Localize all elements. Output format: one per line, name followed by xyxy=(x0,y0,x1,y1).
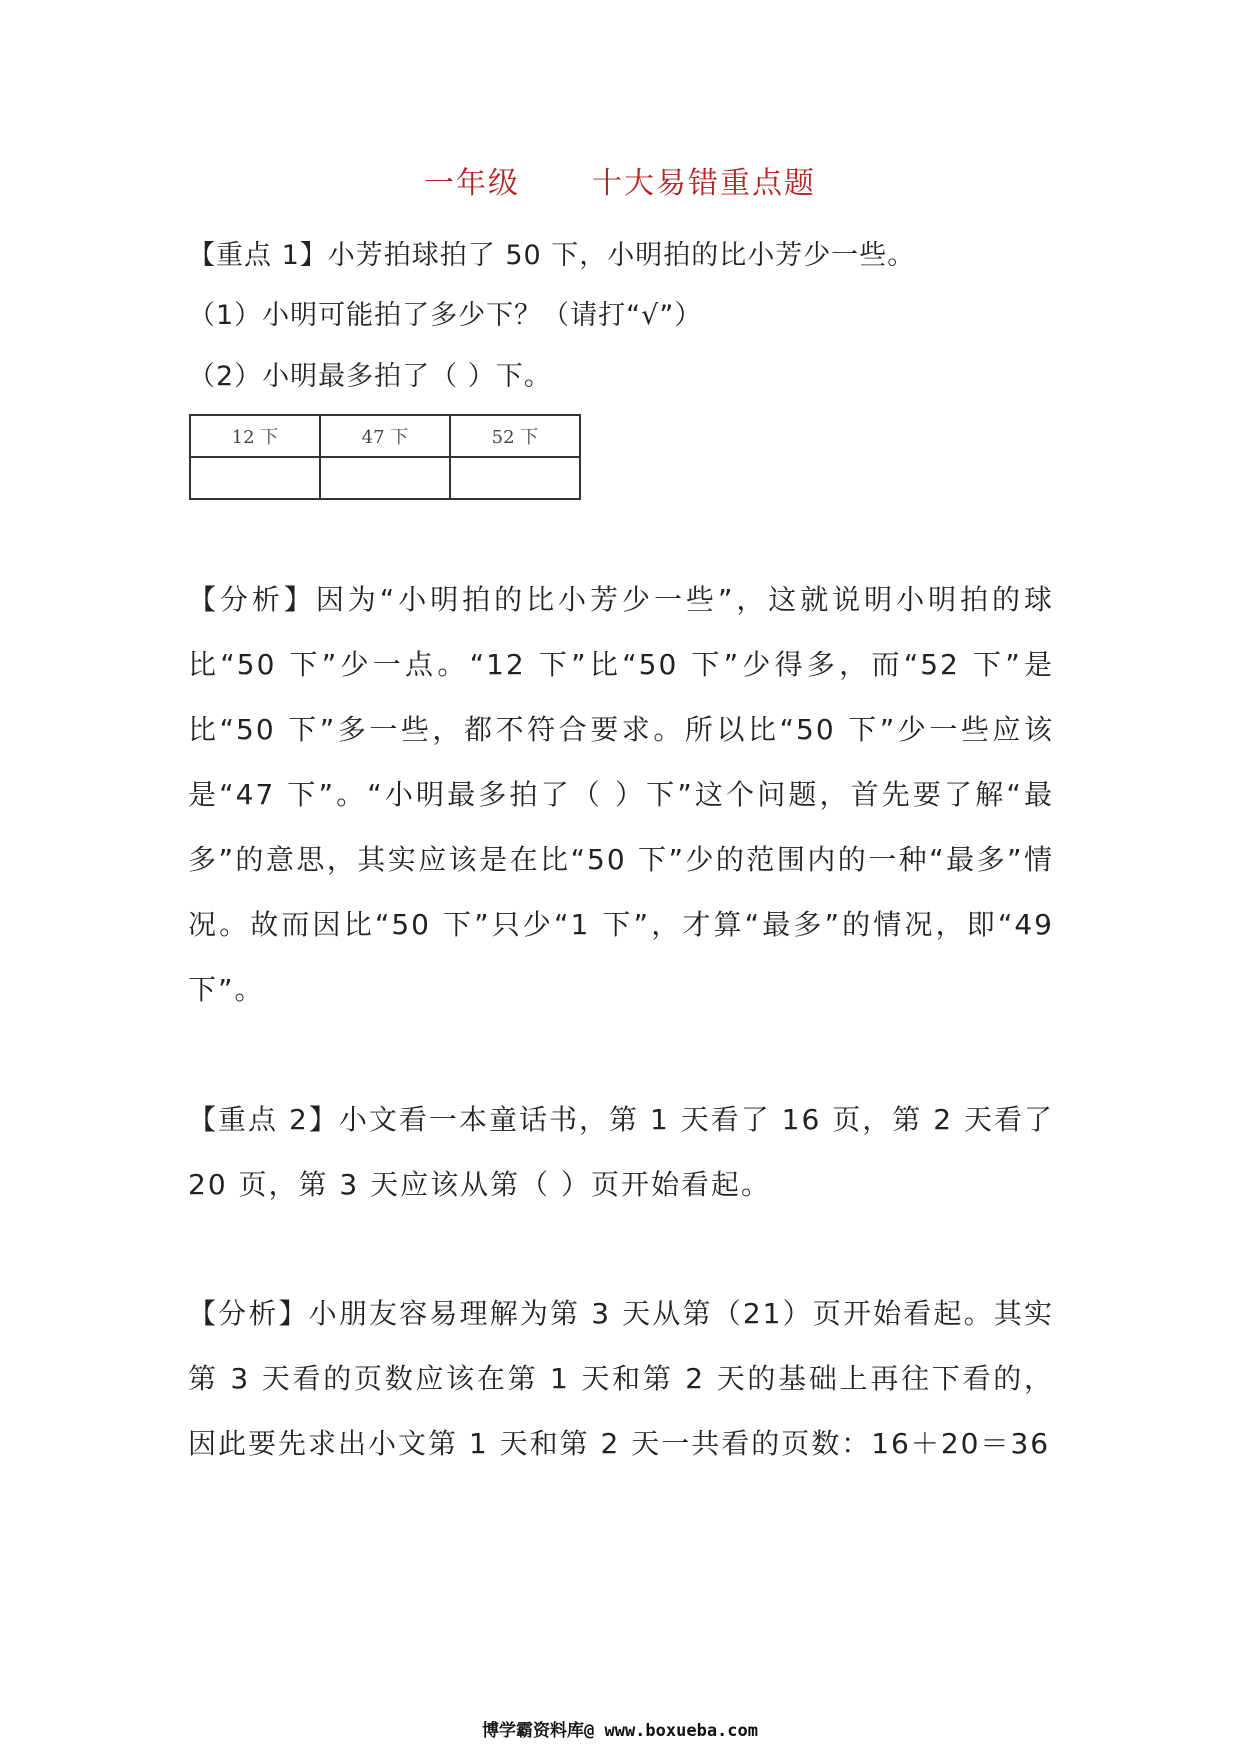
topic-label: 十大易错重点题 xyxy=(592,166,816,201)
answer-table xyxy=(189,414,581,500)
problem2-analysis: 【分析】小朋友容易理解为第 3 天从第（21）页开始看起。其实第 3 天看的页数应该在第 1 天和第 2 天的基础上再往下看的，因此要先求出小文第 1 天和第 2 天一共看的页数：16＋20＝36 xyxy=(188,1297,1054,1460)
answer-table-header-row xyxy=(190,415,580,457)
problem1-part2: （2）小明最多拍了（ ）下。 xyxy=(188,361,552,392)
check-cell-12[interactable] xyxy=(190,457,320,499)
answer-table-check-row xyxy=(190,457,580,499)
problem2-question: 【重点 2】小文看一本童话书，第 1 天看了 16 页，第 2 天看了 20 页，第 3 天应该从第（ ）页开始看起。 xyxy=(188,1103,1054,1201)
page-title xyxy=(0,158,1240,202)
check-cell-52[interactable] xyxy=(450,457,580,499)
problem1-part1: （1）小明可能拍了多少下？（请打“√”） xyxy=(188,300,703,331)
option-12: 12 下 xyxy=(190,415,320,457)
option-47: 47 下 xyxy=(320,415,450,457)
problem1-analysis: 【分析】因为“小明拍的比小芳少一些”，这就说明小明拍的球比“50 下”少一点。“12 下”比“50 下”少得多，而“52 下”是比“50 下”多一些，都不符合要求。所以比“50 下”少一些应该是“47 下”。“小明最多拍了（ ）下”这个问题，首先要了解“最多”的意思，其实应该是在比“50 下”少的范围内的一种“最多”情况。故而因比“50 下”只少“1 下”，才算“最多”的情况，即“49 下”。 xyxy=(188,583,1054,1006)
problem1-question: 【重点 1】小芳拍球拍了 50 下，小明拍的比小芳少一些。 xyxy=(188,240,916,271)
option-52: 52 下 xyxy=(450,415,580,457)
page-footer: 博学霸资料库@ www.boxueba.com xyxy=(482,1721,758,1741)
grade-label: 一年级 xyxy=(424,166,520,201)
check-cell-47[interactable] xyxy=(320,457,450,499)
